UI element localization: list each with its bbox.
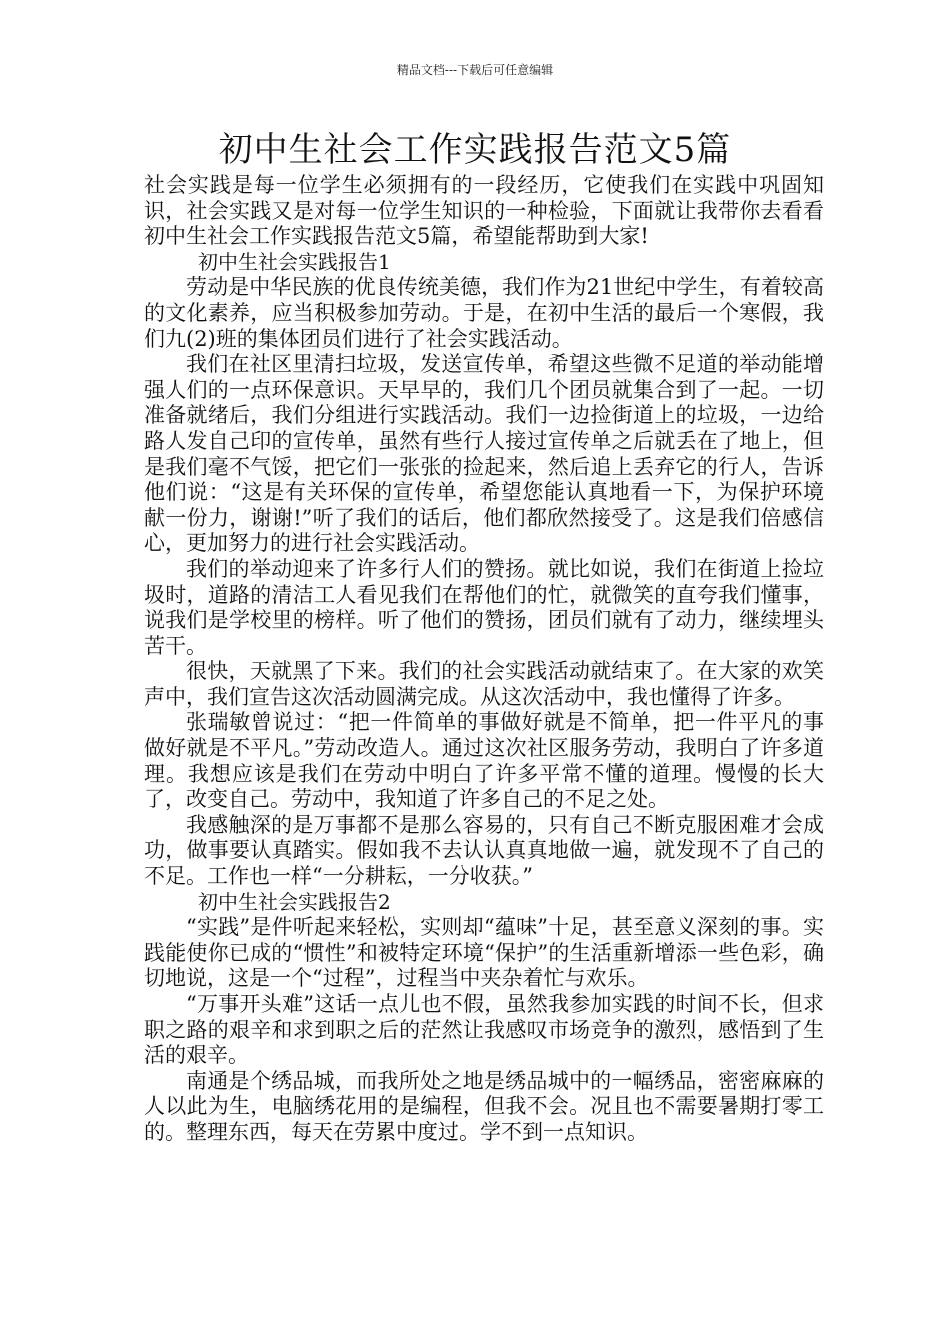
section-1-paragraph-6: 我感触深的是万事都不是那么容易的，只有自己不断克服困难才会成功，做事要认真踏实。假如我不去认认真真地做一遍，就发现不了自己的不足。工作也一样“一分耕耘，一分收获。”	[144, 812, 824, 889]
section-2-paragraph-2: “万事开头难”这话一点儿也不假，虽然我参加实践的时间不长，但求职之路的艰辛和求到职之后的茫然让我感叹市场竞争的激烈，感悟到了生活的艰辛。	[144, 992, 824, 1068]
intro-paragraph: 社会实践是每一位学生必须拥有的一段经历，它使我们在实践中巩固知识，社会实践又是对每一位学生知识的一种检验，下面就让我带你去看看初中生社会工作实践报告范文5篇，希望能帮助到大家!	[144, 173, 824, 249]
section-2-paragraph-1: “实践”是件听起来轻松，实则却“蕴味”十足，甚至意义深刻的事。实践能使你已成的“惯性”和被特定环境“保护”的生活重新增添一些色彩，确切地说，这是一个“过程”，过程当中夹杂着忙与欢乐。	[144, 915, 824, 991]
section-1-paragraph-4: 很快，天就黑了下来。我们的社会实践活动就结束了。在大家的欢笑声中，我们宣告这次活动圆满完成。从这次活动中，我也懂得了许多。	[144, 659, 824, 709]
section-heading-1: 初中生社会实践报告1	[198, 249, 391, 274]
section-1-paragraph-2: 我们在社区里清扫垃圾，发送宣传单，希望这些微不足道的举动能增强人们的一点环保意识。天早早的，我们几个团员就集合到了一起。一切准备就绪后，我们分组进行实践活动。我们一边捡街道上的垃圾，一边给路人发自己印的宣传单，虽然有些行人接过宣传单之后就丢在了地上，但是我们毫不气馁，把它们一张张的捡起来，然后追上丢弃它的行人，告诉他们说：“这是有关环保的宣传单，希望您能认真地看一下，为保护环境献一份力，谢谢!”听了我们的话后，他们都欣然接受了。这是我们倍感信心，更加努力的进行社会实践活动。	[144, 352, 824, 556]
section-1-paragraph-1: 劳动是中华民族的优良传统美德，我们作为21世纪中学生，有着较高的文化素养，应当积极参加劳动。于是，在初中生活的最后一个寒假，我们九(2)班的集体团员们进行了社会实践活动。	[144, 275, 824, 351]
section-2-paragraph-3: 南通是个绣品城，而我所处之地是绣品城中的一幅绣品，密密麻麻的人以此为生，电脑绣花用的是编程，但我不会。况且也不需要暑期打零工的。整理东西，每天在劳累中度过。学不到一点知识。	[144, 1068, 824, 1144]
running-header: 精品文档---下载后可任意编辑	[396, 63, 554, 77]
section-1-paragraph-5: 张瑞敏曾说过：“把一件简单的事做好就是不简单，把一件平凡的事做好就是不平凡。”劳动改造人。通过这次社区服务劳动，我明白了许多道理。我想应该是我们在劳动中明白了许多平常不懂的道理。慢慢的长大了，改变自己。劳动中，我知道了许多自己的不足之处。	[144, 710, 824, 812]
section-heading-2: 初中生社会实践报告2	[198, 889, 391, 914]
document-body	[144, 173, 824, 1146]
section-1-paragraph-3: 我们的举动迎来了许多行人们的赞扬。就比如说，我们在街道上捡垃圾时，道路的清洁工人看见我们在帮他们的忙，就微笑的直夸我们懂事，说我们是学校里的榜样。听了他们的赞扬，团员们就有了动力，继续埋头苦干。	[144, 556, 824, 658]
document-title: 初中生社会工作实践报告范文5篇	[218, 130, 732, 170]
